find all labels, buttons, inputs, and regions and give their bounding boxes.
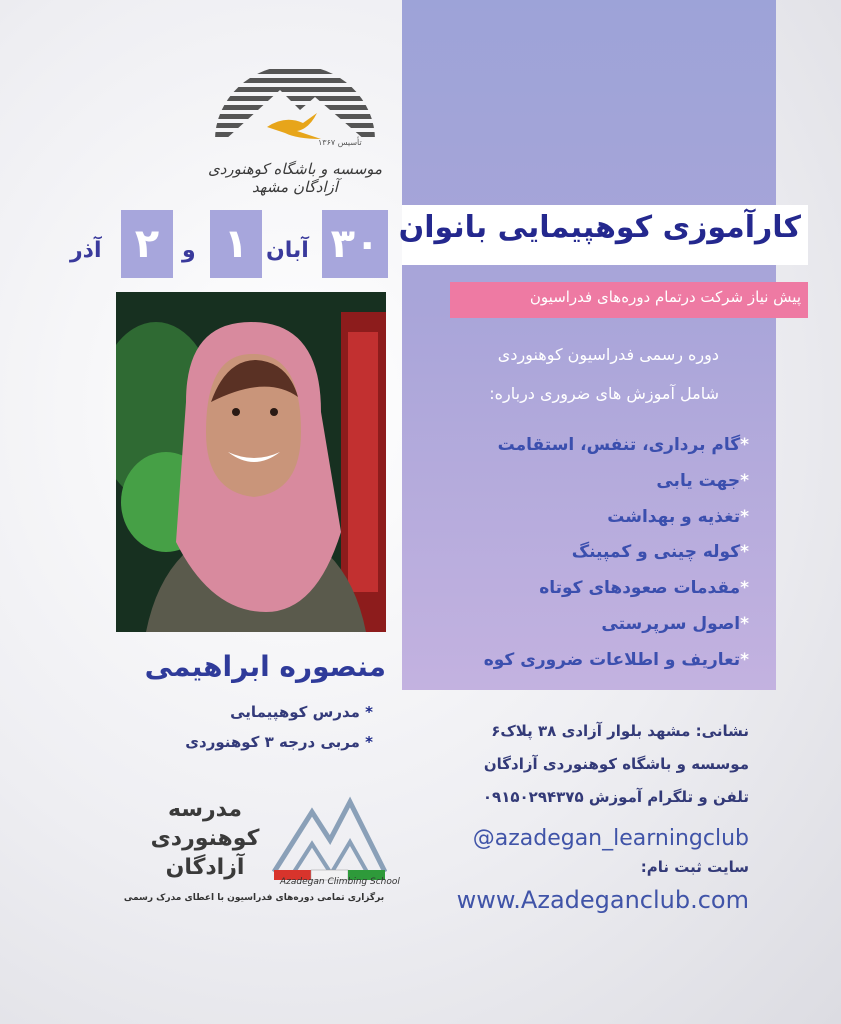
asterisk-icon: * xyxy=(365,703,373,721)
prerequisite-text: پیش نیاز شرکت درتمام دوره‌های فدراسیون xyxy=(529,288,801,306)
asterisk-icon: * xyxy=(740,578,749,599)
address-line-1: نشانی: مشهد بلوار آزادی ۳۸ پلاک۶ xyxy=(491,722,749,740)
instagram-handle[interactable]: @azadegan_learningclub xyxy=(472,826,749,851)
list-item: *تغذیه و بهداشت xyxy=(607,506,749,527)
list-item: *اصول سرپرستی xyxy=(601,613,749,634)
school-english-name: Azadegan Climbing School xyxy=(280,877,400,887)
intro-line-2: شامل آموزش های ضروری درباره: xyxy=(489,384,719,403)
asterisk-icon: * xyxy=(740,435,749,455)
site-label: سایت ثبت نام: xyxy=(640,858,749,876)
date-day-30: ۳۰ xyxy=(322,210,388,278)
address-line-2: موسسه و باشگاه کوهنوردی آزادگان xyxy=(483,755,749,773)
instructor-name: منصوره ابراهیمی xyxy=(144,650,386,683)
intro-line-1: دوره رسمی فدراسیون کوهنوردی xyxy=(497,345,719,364)
asterisk-icon: * xyxy=(740,506,749,527)
date-conjunction: و xyxy=(182,238,196,263)
phone-line: تلفن و تلگرام آموزش ۰۹۱۵۰۲۹۴۳۷۵ xyxy=(482,788,749,806)
topics-list xyxy=(484,428,749,679)
asterisk-icon: * xyxy=(740,470,749,491)
course-title: کارآموزی کوهپیمایی بانوان xyxy=(398,210,801,245)
school-tagline: برگزاری تمامی دوره‌های فدراسیون با اعطای مدرک رسمی xyxy=(123,893,385,903)
asterisk-icon: * xyxy=(365,733,373,751)
list-item: *تعاریف و اطلاعات ضروری کوه xyxy=(483,649,749,670)
date-month-azar: آذر xyxy=(70,238,102,263)
asterisk-icon: * xyxy=(740,542,749,563)
school-logo-icon xyxy=(272,792,387,882)
instructor-role-2: * مربی درجه ۳ کوهنوردی xyxy=(185,733,373,751)
school-name: مدرسه کوهنوردی آزادگان xyxy=(150,797,260,880)
date-day-2: ۲ xyxy=(121,210,173,278)
instructor-photo xyxy=(116,292,386,632)
asterisk-icon: * xyxy=(740,649,749,670)
website-link[interactable]: www.Azadeganclub.com xyxy=(456,886,749,914)
asterisk-icon: * xyxy=(740,613,749,634)
logo-established: تأسیس ۱۳۶۷ xyxy=(318,138,362,147)
list-item: *کوله چینی و کمپینگ xyxy=(571,542,749,563)
date-month-aban: آبان xyxy=(266,238,309,263)
list-item: *مقدمات صعودهای کوتاه xyxy=(539,578,749,599)
list-item: *گام برداری، تنفس، استقامت xyxy=(497,435,749,455)
list-item: *جهت یابی xyxy=(656,470,749,491)
logo-caption: موسسه و باشگاه کوهنوردی آزادگان مشهد xyxy=(207,160,383,196)
instructor-role-1: * مدرس کوهپیمایی xyxy=(230,703,373,721)
date-day-1: ۱ xyxy=(210,210,262,278)
